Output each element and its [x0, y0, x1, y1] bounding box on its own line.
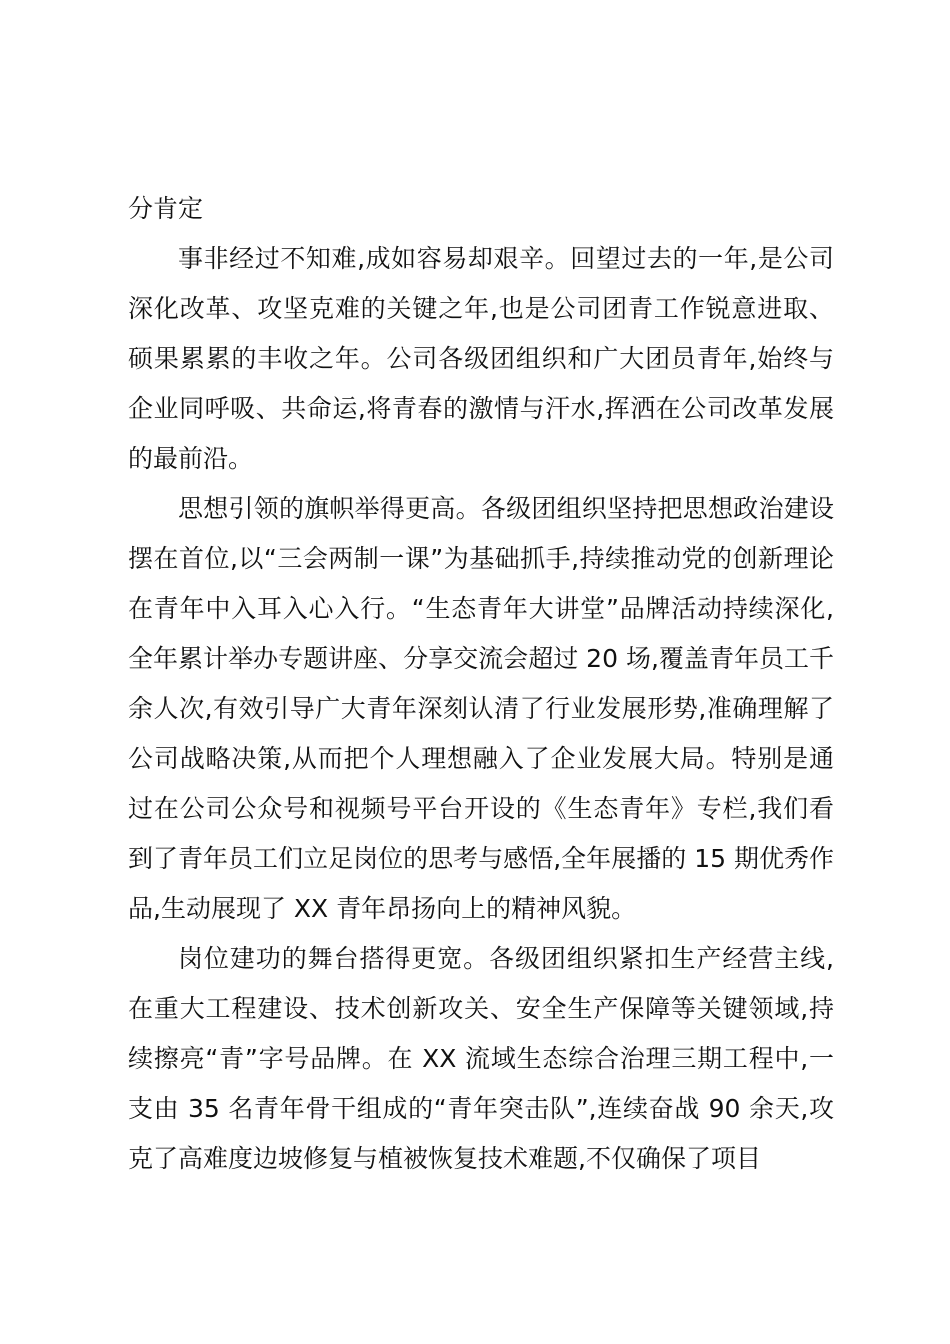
paragraph-ideological-guidance: 思想引领的旗帜举得更高。各级团组织坚持把思想政治建设摆在首位,以“三会两制一课”为基础抓手,持续推动党的创新理论在青年中入耳入心入行。“生态青年大讲堂”品牌活动持续深化,全年累计举办专题讲座、分享交流会超过 20 场,覆盖青年员工千余人次,有效引导广大青年深刻认清了行业发展形势,准确理解了公司战略决策,从而把个人理想融入了企业发展大局。特别是通过在公司公众号和视频号平台开设的《生态青年》专栏,我们看到了青年员工们立足岗位的思考与感悟,全年展播的 15 期优秀作品,生动展现了 XX 青年昂扬向上的精神风貌。 [128, 494, 834, 923]
paragraph-continuation: 分肯定 [128, 194, 204, 223]
paragraph-post-contribution: 岗位建功的舞台搭得更宽。各级团组织紧扣生产经营主线,在重大工程建设、技术创新攻关、安全生产保障等关键领域,持续擦亮“青”字号品牌。在 XX 流域生态综合治理三期工程中,一支由 35 名青年骨干组成的“青年突击队”,连续奋战 90 余天,攻克了高难度边坡修复与植被恢复技术难题,不仅确保了项目 [128, 944, 834, 1173]
paragraph-review-year: 事非经过不知难,成如容易却艰辛。回望过去的一年,是公司深化改革、攻坚克难的关键之年,也是公司团青工作锐意进取、硕果累累的丰收之年。公司各级团组织和广大团员青年,始终与企业同呼吸、共命运,将青春的激情与汗水,挥洒在公司改革发展的最前沿。 [128, 244, 834, 473]
document-body [128, 184, 834, 1184]
